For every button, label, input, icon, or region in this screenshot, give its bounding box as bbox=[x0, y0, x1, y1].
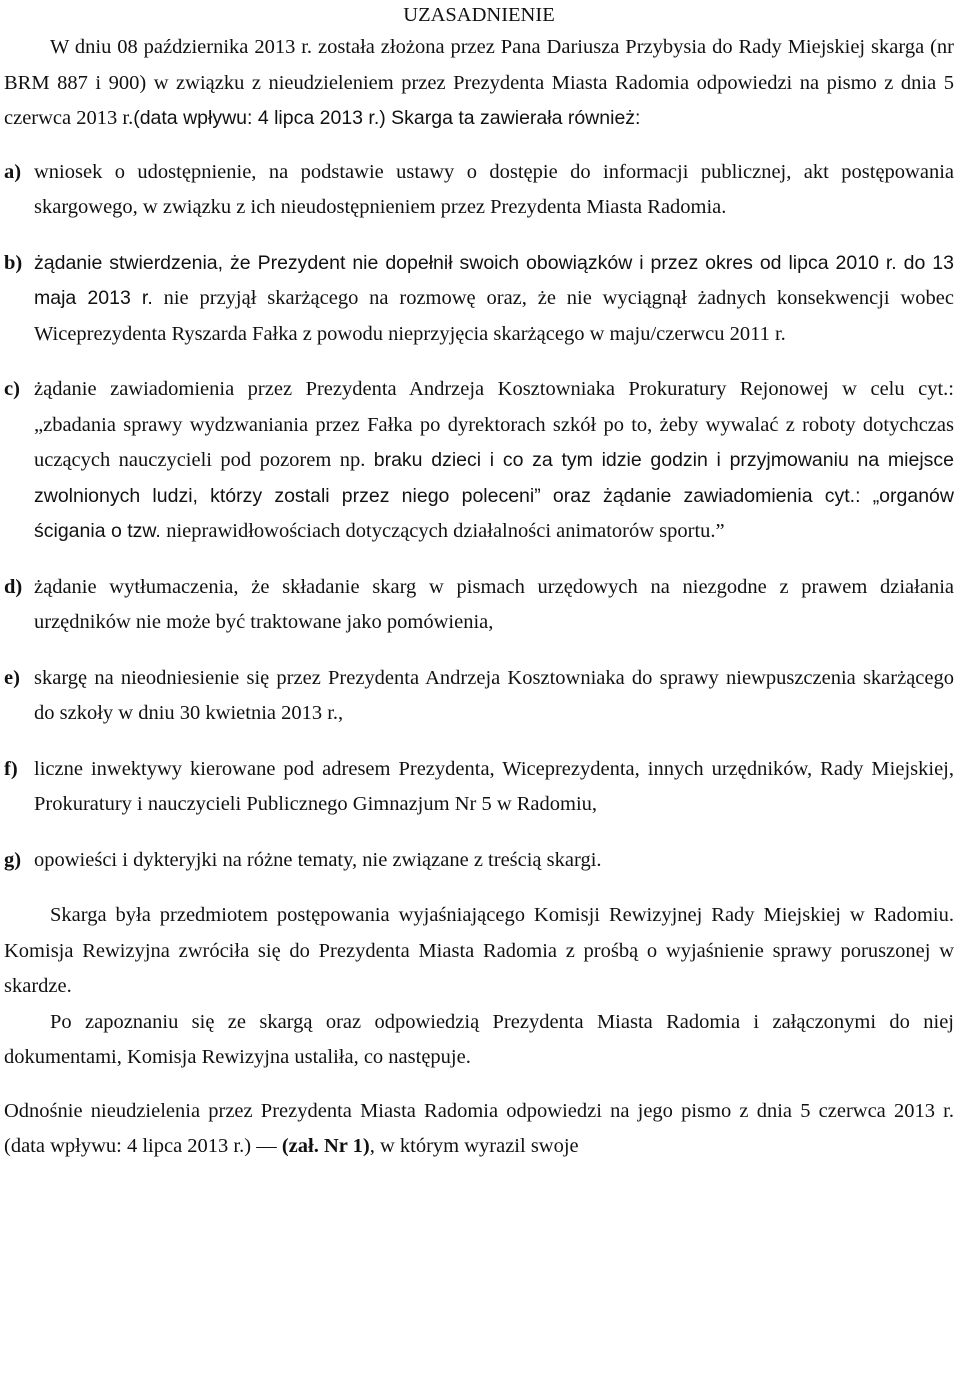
list-item-e bbox=[4, 661, 954, 732]
list-item-text bbox=[34, 372, 954, 550]
list-item-label: g) bbox=[4, 848, 22, 871]
paragraph-text: Odnośnie nieudzielenia przez Prezydenta Miasta Radomia odpowiedzi na jego pismo z dnia 5 czerwca 2013 r. (data wpływu: 4 lipca 2013 r.) — bbox=[4, 1099, 954, 1157]
list-item-label: f) bbox=[4, 757, 18, 780]
intro-paragraph bbox=[4, 30, 954, 137]
list-item-text bbox=[34, 246, 954, 353]
list-item-text: opowieści i dykteryjki na różne tematy, nie związane z treścią skargi. bbox=[34, 848, 602, 871]
intro-continuation: ) Skarga ta zawierała również: bbox=[379, 107, 641, 129]
list-item-label: c) bbox=[4, 378, 20, 400]
list-item-d bbox=[4, 570, 954, 641]
intro-receipt-date: (data wpływu: 4 lipca 2013 r. bbox=[133, 107, 380, 129]
list-item-quote-end: nieprawidłowościach dotyczących działalności animatorów sportu.” bbox=[166, 520, 725, 542]
list-item-c bbox=[4, 372, 954, 550]
list-item-b bbox=[4, 246, 954, 353]
list-item-label: a) bbox=[4, 160, 22, 183]
list-item-a bbox=[4, 155, 954, 226]
attachment-reference: (zał. Nr 1) bbox=[281, 1135, 370, 1157]
paragraph-regarding-response bbox=[4, 1094, 954, 1165]
document-title: UZASADNIENIE bbox=[403, 4, 555, 26]
list-item-label: b) bbox=[4, 251, 23, 274]
list-item-text: liczne inwektywy kierowane pod adresem Prezydenta, Wiceprezydenta, innych urzędników, Rady Miejskiej, Prokuratury i nauczycieli Publicznego Gimnazjum Nr 5 w Radomiu, bbox=[34, 757, 954, 815]
intro-text-serif: W dniu 08 października 2013 r. została złożona przez Pana Dariusza Przybysia do Rady Miejskiej skarga (nr BRM 887 i 900) w związku z nieudzieleniem przez Prezydenta Miasta Radomia odpowiedzi na pismo z dnia 5 czerwca 2013 r. bbox=[4, 36, 954, 129]
list-item-text: wniosek o udostępnienie, na podstawie ustawy o dostępie do informacji publicznej, akt postępowania skargowego, w związku z ich nieudostępnieniem przez Prezydenta Miasta Radomia. bbox=[34, 160, 954, 218]
paragraph-complaint-procedure: Skarga była przedmiotem postępowania wyjaśniającego Komisji Rewizyjnej Rady Miejskiej w Radomiu. Komisja Rewizyjna zwróciła się do Prezydenta Miasta Radomia z prośbą o wyjaśnienie sprawy poruszonej w skardze. bbox=[4, 904, 954, 997]
list-item-text: skargę na nieodniesienie się przez Prezydenta Andrzeja Kosztowniaka do sprawy niewpuszczenia skarżącego do szkoły w dniu 30 kwietnia 2013 r., bbox=[34, 666, 954, 724]
list-item-quote: „zbadania sprawy wydzwaniania przez Fałka po dyrektorach szkół po to, żeby wywalać z roboty dotychczas uczących nauczycieli pod pozorem np. bbox=[34, 413, 954, 471]
list-item-text-serif: nie przyjął skarżącego na rozmowę oraz, że nie wyciągnął żadnych konsekwencji wobec Wiceprezydenta Ryszarda Fałka z powodu nieprzyjęcia skarżącego w maju/czerwcu 2011 r. bbox=[34, 287, 954, 345]
list-item-f bbox=[4, 752, 954, 823]
list-item-label: e) bbox=[4, 666, 20, 689]
intro-text-sans bbox=[133, 107, 640, 129]
list-item-text-serif: żądanie zawiadomienia przez Prezydenta Andrzeja Kosztowniaka Prokuratury Rejonowej w celu cyt.: bbox=[34, 378, 954, 400]
document-page bbox=[4, 0, 954, 1165]
list-item-g bbox=[4, 843, 954, 879]
paragraph-text-end: , w którym wyrazil swoje bbox=[369, 1135, 579, 1157]
list-item-text-sans: żądanie stwierdzenia, że Prezydent nie dopełnił swoich obowiązków i przez okres od lipca 2010 r. do 13 maja 2013 r. bbox=[34, 251, 954, 309]
paragraph-findings-intro: Po zapoznaniu się ze skargą oraz odpowiedzią Prezydenta Miasta Radomia i załączonymi do niej dokumentami, Komisja Rewizyjna ustaliła, co następuje. bbox=[4, 1010, 954, 1068]
list-item-text: żądanie wytłumaczenia, że składanie skarg w pismach urzędowych na niezgodne z prawem działania urzędników nie może być traktowane jako pomówienia, bbox=[34, 575, 954, 633]
list-item-text-sans: braku dzieci i co za tym idzie godzin i przyjmowaniu na miejsce zwolnionych ludzi, którzy zostali przez niego poleceni” oraz żądanie zawiadomienia cyt.: „organów ścigania o tzw. bbox=[34, 449, 954, 542]
list-item-label: d) bbox=[4, 575, 23, 598]
